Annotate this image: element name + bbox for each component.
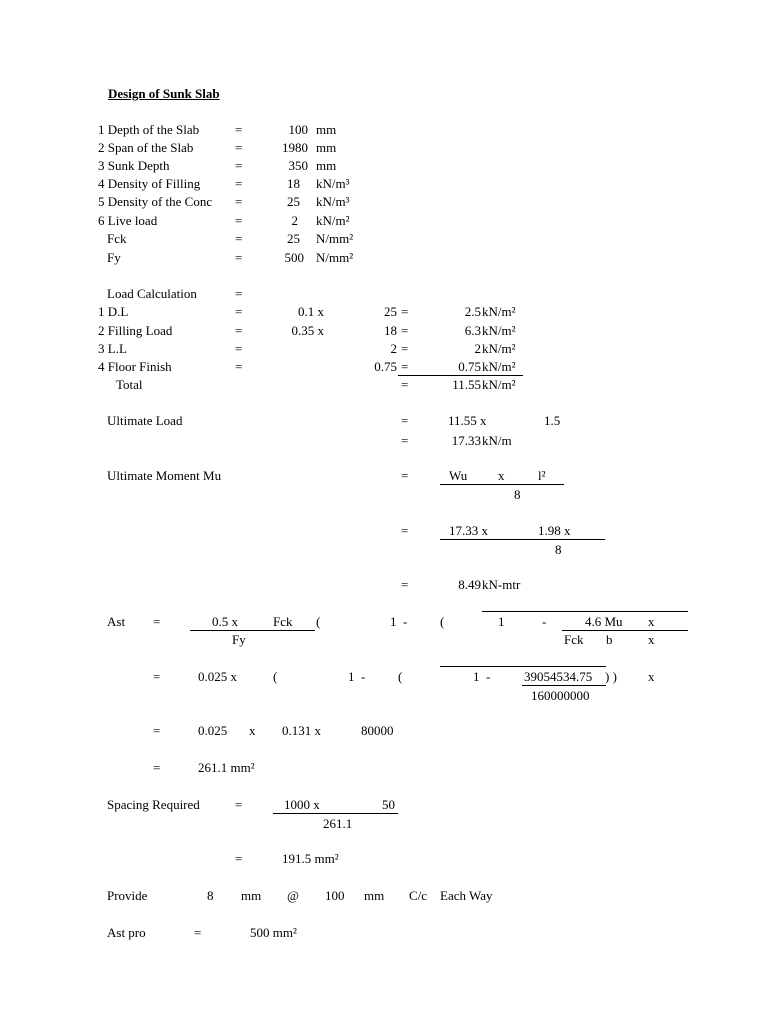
sqrt-bar (482, 611, 688, 612)
spacing-numerator-b: 50 (382, 797, 395, 812)
ast-denominator-fy: Fy (232, 632, 246, 647)
input-label: Fy (107, 250, 121, 265)
load-value: 18 (384, 323, 397, 338)
load-label: 4 Floor Finish (98, 359, 172, 374)
ultimate-load-value: 17.33 (451, 433, 481, 448)
ast-factor: 0.131 x (282, 723, 321, 738)
total-value: 11.55 (452, 377, 481, 392)
load-result: 6.3 (464, 323, 481, 338)
input-unit: mm (316, 158, 337, 173)
equals-sign: = (401, 433, 409, 448)
load-value: 2 (390, 341, 397, 356)
input-unit: kN/m³ (316, 176, 350, 191)
equals-sign: = (235, 122, 243, 137)
open-paren: ( (316, 614, 321, 629)
equals-sign: = (401, 359, 409, 374)
moment-numerator-span-value: 1.98 x (538, 523, 571, 538)
equals-sign: = (153, 723, 161, 738)
equals-sign: = (153, 614, 161, 629)
load-value: 25 (384, 304, 397, 319)
sqrt-bar (440, 666, 606, 667)
equals-sign: = (235, 231, 243, 246)
load-unit: kN/m² (482, 341, 516, 356)
spacing-denominator: 261.1 (323, 816, 353, 831)
total-rule (398, 375, 523, 376)
total-unit: kN/m² (482, 377, 516, 392)
ast-coefficient: 0.025 x (198, 669, 237, 684)
load-result: 2.5 (464, 304, 481, 319)
ast-required-value: 261.1 mm² (198, 760, 255, 775)
equals-sign: = (235, 286, 243, 301)
ultimate-load-factor-b: 1.5 (544, 413, 561, 428)
moment-numerator-l2: l² (538, 468, 546, 483)
input-label: 5 Density of the Conc (98, 194, 213, 209)
multiply-sign: x (648, 614, 655, 629)
load-unit: kN/m² (482, 304, 516, 319)
ast-coefficient: 0.025 (198, 723, 228, 738)
ast-term-fck: Fck (273, 614, 293, 629)
moment-value: 8.49 (458, 577, 481, 592)
equals-sign: = (235, 140, 243, 155)
moment-numerator-wu-value: 17.33 x (449, 523, 488, 538)
equals-sign: = (235, 250, 243, 265)
ast-denominator-b: b (606, 632, 613, 647)
equals-sign: = (401, 304, 409, 319)
bar-diameter: 8 (207, 888, 214, 903)
spacing-value: 191.5 mm² (282, 851, 339, 866)
fraction-bar (190, 630, 315, 631)
equals-sign: = (235, 194, 243, 209)
load-label: 1 D.L (98, 304, 129, 319)
fraction-bar (440, 484, 564, 485)
at-sign: @ (287, 888, 299, 903)
equals-sign: = (235, 359, 243, 374)
page-title: Design of Sunk Slab (108, 86, 220, 101)
multiply-sign: x (498, 468, 505, 483)
bar-spacing: 100 (325, 888, 345, 903)
fraction-bar (522, 685, 606, 686)
equals-sign: = (401, 323, 409, 338)
ast-label: Ast (107, 614, 126, 629)
equals-sign: = (153, 669, 161, 684)
input-unit: N/mm² (316, 231, 354, 246)
minus-sign: - (542, 614, 547, 629)
minus-sign: - (486, 669, 491, 684)
ast-pro-value: 500 mm² (250, 925, 297, 940)
equals-sign: = (235, 851, 243, 866)
ast-pro-label: Ast pro (107, 925, 146, 940)
fraction-bar (273, 813, 398, 814)
load-multiplier: 0.35 x (291, 323, 324, 338)
moment-denominator: 8 (514, 487, 521, 502)
load-label: 3 L.L (98, 341, 127, 356)
spacing-label: Spacing Required (107, 797, 200, 812)
ast-area-term: 80000 (361, 723, 394, 738)
input-label: 3 Sunk Depth (98, 158, 170, 173)
input-unit: mm (316, 122, 337, 137)
input-label: 4 Density of Filling (98, 176, 201, 191)
ast-one: 1 (473, 669, 480, 684)
section-heading: Load Calculation (107, 286, 197, 301)
equals-sign: = (401, 341, 409, 356)
input-value: 2 (291, 213, 298, 228)
equals-sign: = (401, 577, 409, 592)
input-unit: kN/m³ (316, 194, 350, 209)
equals-sign: = (235, 797, 243, 812)
fraction-bar (562, 630, 688, 631)
input-label: 1 Depth of the Slab (98, 122, 200, 137)
ultimate-load-label: Ultimate Load (107, 413, 183, 428)
equals-sign: = (235, 341, 243, 356)
load-result: 0.75 (458, 359, 481, 374)
input-unit: mm (316, 140, 337, 155)
multiply-sign: x (648, 669, 655, 684)
input-unit: kN/m² (316, 213, 350, 228)
equals-sign: = (401, 377, 409, 392)
load-unit: kN/m² (482, 359, 516, 374)
equals-sign: = (194, 925, 202, 940)
load-unit: kN/m² (482, 323, 516, 338)
total-label: Total (116, 377, 143, 392)
moment-label: Ultimate Moment Mu (107, 468, 222, 483)
fraction-bar (440, 539, 605, 540)
multiply-sign: x (648, 632, 655, 647)
open-paren: ( (273, 669, 278, 684)
minus-sign: - (361, 669, 366, 684)
ast-one: 1 (390, 614, 397, 629)
equals-sign: = (153, 760, 161, 775)
load-multiplier: 0.1 x (298, 304, 324, 319)
ast-one: 1 (348, 669, 355, 684)
equals-sign: = (235, 323, 243, 338)
open-paren: ( (398, 669, 403, 684)
ast-one: 1 (498, 614, 505, 629)
load-value: 0.75 (374, 359, 397, 374)
input-value: 500 (284, 250, 304, 265)
input-value: 18 (287, 176, 300, 191)
center-to-center: C/c (409, 888, 428, 903)
input-value: 1980 (282, 140, 308, 155)
spacing-numerator-a: 1000 x (284, 797, 320, 812)
equals-sign: = (401, 413, 409, 428)
close-paren: ) ) (605, 669, 617, 684)
provide-label: Provide (107, 888, 148, 903)
input-label: 6 Live load (98, 213, 158, 228)
ast-term-a: 0.5 x (212, 614, 238, 629)
bar-spacing-unit: mm (364, 888, 385, 903)
equals-sign: = (235, 158, 243, 173)
ast-denominator-value: 160000000 (531, 688, 590, 703)
ast-term-mu: 4.6 Mu (585, 614, 623, 629)
moment-unit: kN-mtr (482, 577, 521, 592)
multiply-sign: x (249, 723, 256, 738)
input-value: 25 (287, 231, 300, 246)
each-way: Each Way (440, 888, 493, 903)
moment-denominator: 8 (555, 542, 562, 557)
ast-denominator-fck: Fck (564, 632, 584, 647)
equals-sign: = (401, 468, 409, 483)
input-value: 25 (287, 194, 300, 209)
ultimate-load-factor-a: 11.55 x (448, 413, 487, 428)
input-label: Fck (107, 231, 127, 246)
minus-sign: - (403, 614, 408, 629)
equals-sign: = (235, 304, 243, 319)
equals-sign: = (401, 523, 409, 538)
equals-sign: = (235, 176, 243, 191)
load-result: 2 (474, 341, 481, 356)
bar-diameter-unit: mm (241, 888, 262, 903)
open-paren: ( (440, 614, 445, 629)
input-label: 2 Span of the Slab (98, 140, 194, 155)
ast-numerator-value: 39054534.75 (524, 669, 593, 684)
moment-numerator-wu: Wu (449, 468, 468, 483)
load-label: 2 Filling Load (98, 323, 173, 338)
input-unit: N/mm² (316, 250, 354, 265)
ultimate-load-unit: kN/m (482, 433, 512, 448)
input-value: 100 (288, 122, 308, 137)
input-value: 350 (288, 158, 308, 173)
equals-sign: = (235, 213, 243, 228)
